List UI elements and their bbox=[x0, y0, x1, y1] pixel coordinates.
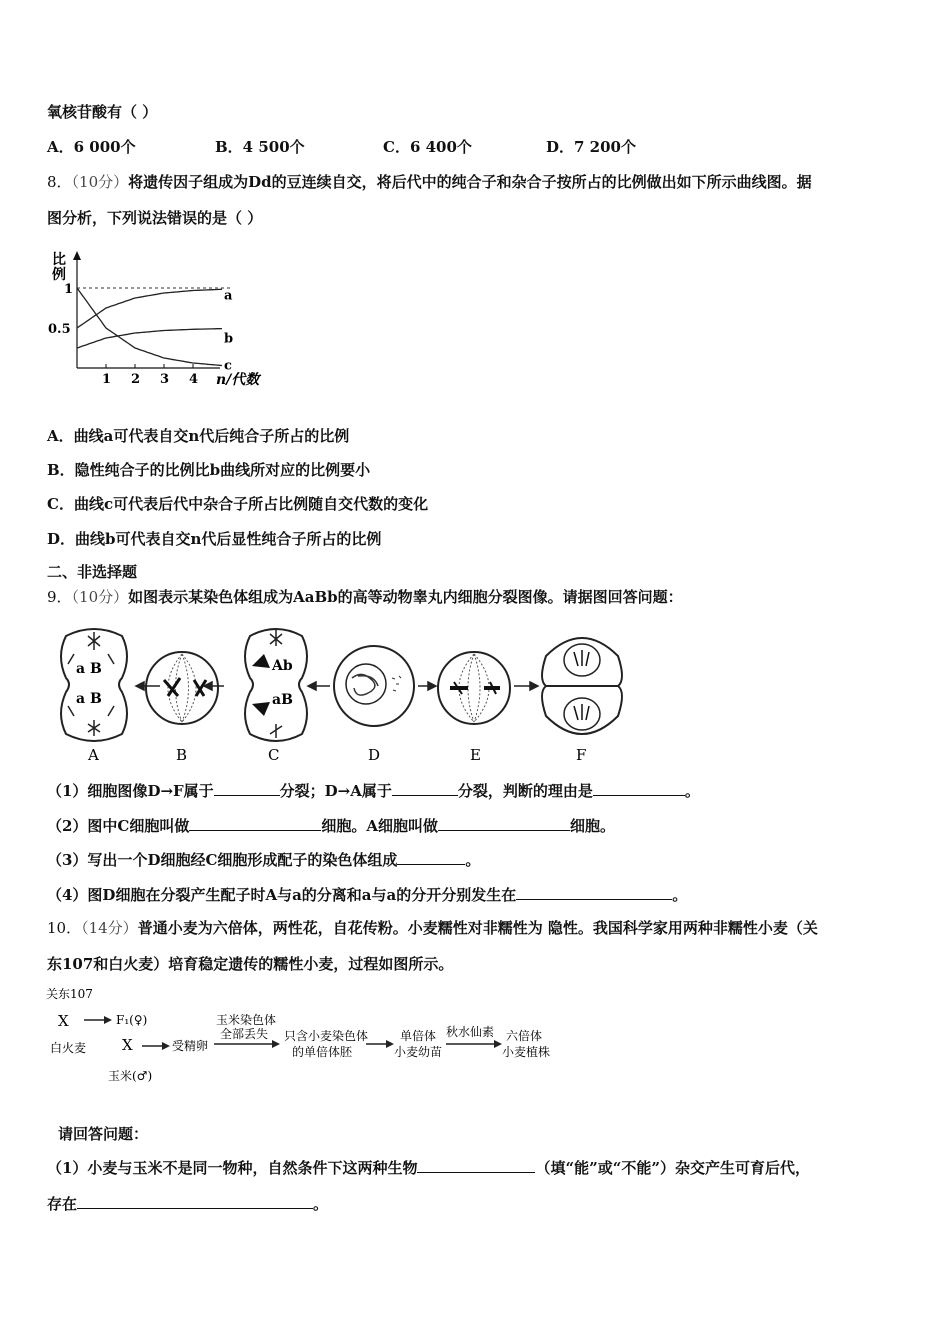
svg-text:X: X bbox=[122, 1036, 133, 1054]
cell-A-top-chroms: a B bbox=[76, 661, 102, 677]
q9-stem bbox=[47, 587, 683, 607]
q10-sub1-line1: （1）小麦与玉米不是同一物种，自然条件下这两种生物 （填“能”或“不能”）杂交产生可育后代， bbox=[47, 1159, 810, 1177]
q9-sub4: （4）图D细胞在分裂产生配子时A与a的分离和a与a的分开分别发生在 。 bbox=[47, 886, 688, 904]
cell-C-bottom-chroms: aB bbox=[272, 692, 293, 708]
svg-text:X: X bbox=[58, 1012, 69, 1030]
q10-sub1-line2: 存在 。 bbox=[47, 1195, 329, 1213]
q9-number: 9． bbox=[47, 588, 72, 606]
q7-option-c: C．6 400个 bbox=[383, 138, 472, 156]
q7-stem-tail: 氧核苷酸有（ ） bbox=[47, 103, 158, 121]
q9-stem-text: 如图表示某染色体组成为AaBb的高等动物睾丸内细胞分裂图像。请据图回答问题： bbox=[128, 588, 683, 606]
svg-text:单倍体: 单倍体 bbox=[400, 1029, 437, 1043]
label-B: B bbox=[176, 746, 188, 764]
chart-ylabel-2: 例 bbox=[52, 267, 66, 283]
label-F: F bbox=[576, 746, 587, 764]
cell-F bbox=[542, 638, 622, 734]
chart-xlabel: n/代数 bbox=[216, 372, 260, 388]
label-E: E bbox=[470, 746, 481, 764]
q9-sub2: （2）图中C细胞叫做 细胞。A细胞叫做 细胞。 bbox=[47, 817, 616, 835]
q8-stem1: 将遗传因子组成为Dd的豆连续自交，将后代中的纯合子和杂合子按所占的比例做出如下所示曲线图。据 bbox=[128, 173, 812, 191]
q8-stem-line2: 图分析，下列说法错误的是（ ） bbox=[47, 209, 263, 227]
cell-E bbox=[438, 652, 510, 724]
svg-text:秋水仙素: 秋水仙素 bbox=[446, 1025, 495, 1039]
cell-D bbox=[334, 646, 414, 726]
cell-A-bottom-chroms: a B bbox=[76, 691, 102, 707]
q7-option-d: D．7 200个 bbox=[546, 138, 636, 156]
svg-text:小麦植株: 小麦植株 bbox=[502, 1045, 551, 1059]
chart-ylabel-1: 比 bbox=[52, 252, 66, 268]
series-a-label: a bbox=[224, 288, 233, 304]
q8-number: 8． bbox=[47, 173, 72, 191]
y-tick-label: 0.5 bbox=[48, 322, 71, 337]
series-b-label: b bbox=[224, 331, 234, 347]
q8-option-d: D．曲线b可代表自交n代后显性纯合子所占的比例 bbox=[47, 530, 382, 548]
q8-ratio-chart bbox=[44, 248, 274, 393]
x-tick-label: 1 bbox=[102, 372, 112, 387]
q8-option-b: B．隐性纯合子的比例比b曲线所对应的比例要小 bbox=[47, 461, 371, 479]
x-tick-label: 4 bbox=[189, 372, 199, 387]
q9-cell-division-figure bbox=[44, 616, 634, 766]
series-c-line bbox=[77, 288, 222, 366]
cell-A bbox=[61, 629, 127, 741]
svg-text:关东107: 关东107 bbox=[46, 987, 93, 1001]
svg-text:玉米染色体: 玉米染色体 bbox=[216, 1013, 277, 1027]
q8-option-c: C．曲线c可代表后代中杂合子所占比例随自交代数的变化 bbox=[47, 495, 429, 513]
q10-breeding-diagram bbox=[44, 984, 564, 1090]
q10-stem1: 普通小麦为六倍体，两性花，自花传粉。小麦糯性对非糯性为 隐性。我国科学家用两种非糯性小麦（关 bbox=[137, 919, 818, 937]
cell-C bbox=[245, 629, 307, 741]
cell-C-top-chroms: Ab bbox=[272, 658, 293, 674]
q7-option-b: B．4 500个 bbox=[215, 138, 305, 156]
q9-sub3: （3）写出一个D细胞经C细胞形成配子的染色体组成 。 bbox=[47, 851, 481, 869]
svg-text:的单倍体胚: 的单倍体胚 bbox=[292, 1045, 353, 1059]
q8-option-a: A．曲线a可代表自交n代后纯合子所占的比例 bbox=[47, 427, 350, 445]
svg-text:小麦幼苗: 小麦幼苗 bbox=[394, 1045, 443, 1059]
section-title: 二、非选择题 bbox=[47, 563, 138, 581]
q10-number: 10． bbox=[47, 919, 82, 937]
svg-text:全部丢失: 全部丢失 bbox=[220, 1027, 269, 1041]
q10-score: （14分） bbox=[81, 919, 138, 937]
x-tick-label: 3 bbox=[160, 372, 170, 387]
q10-stem-line1 bbox=[47, 918, 818, 938]
svg-text:受精卵: 受精卵 bbox=[172, 1039, 209, 1053]
q9-score: （10分） bbox=[71, 588, 129, 606]
q10-stem-line2: 东107和白火麦）培育稳定遗传的糯性小麦，过程如图所示。 bbox=[47, 955, 454, 973]
svg-text:F₁(♀): F₁(♀) bbox=[116, 1013, 148, 1027]
x-tick-label: 2 bbox=[131, 372, 141, 387]
q9-sub1: （1）细胞图像D→F属于 分裂；D→A属于 分裂，判断的理由是 。 bbox=[47, 782, 700, 800]
q7-option-a: A．6 000个 bbox=[47, 138, 136, 156]
series-a-line bbox=[77, 289, 222, 328]
svg-text:只含小麦染色体: 只含小麦染色体 bbox=[284, 1029, 369, 1043]
series-c-label: c bbox=[224, 358, 232, 374]
chart-y-arrow bbox=[73, 251, 81, 260]
label-D: D bbox=[368, 746, 381, 764]
label-C: C bbox=[268, 746, 280, 764]
q7-options bbox=[47, 137, 636, 157]
y-tick-label: 1 bbox=[64, 282, 74, 297]
label-A: A bbox=[88, 746, 99, 764]
svg-text:白火麦: 白火麦 bbox=[50, 1041, 87, 1055]
svg-text:六倍体: 六倍体 bbox=[506, 1029, 543, 1043]
q8-score: （10分） bbox=[71, 173, 129, 191]
series-b-line bbox=[77, 329, 222, 348]
q10-prompt: 请回答问题： bbox=[58, 1125, 149, 1143]
svg-text:玉米(♂): 玉米(♂) bbox=[108, 1069, 153, 1083]
q8-stem-line1 bbox=[47, 172, 812, 192]
